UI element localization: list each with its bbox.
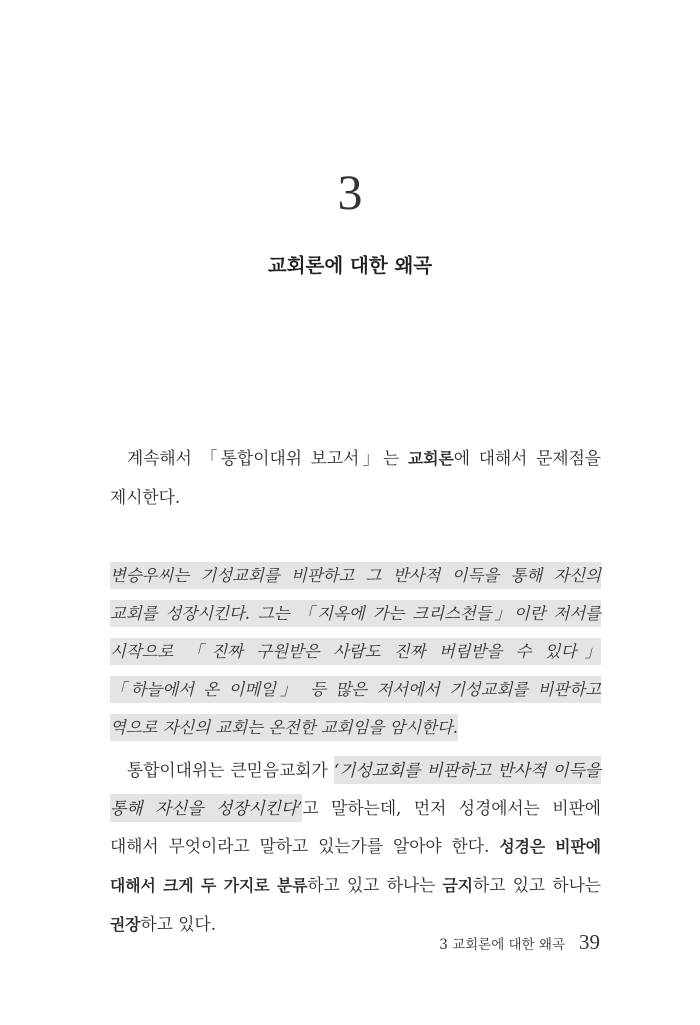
paragraph-text: 통합이대위는 큰믿음교회가 [127,760,334,780]
highlighted-quote-text [110,562,601,741]
paragraph-text: 에 대해서 문제점을 제시한다. [110,448,601,507]
bold-term: 권장 [110,915,141,934]
page-number: 39 [579,930,600,954]
paragraph-text: 하고 있다. [140,914,217,934]
paragraph-text: 하고 있고 하나는 [473,875,601,895]
bold-phrase: 성경은 비판에 대해서 크게 두 가지로 분류 [110,837,601,895]
body-paragraph-1 [110,439,601,516]
page-footer [439,930,600,955]
chapter-title: 교회론에 대한 왜곡 [267,254,433,277]
paragraph-text: 고 말하는데, 먼저 성경에서는 비판에 대해서 무엇이라고 말하고 있는가를 알아야 한다. [110,798,601,856]
running-title: 3 교회론에 대한 왜곡 [439,937,565,953]
bold-term: 교회론 [407,449,454,468]
body-paragraph-2 [110,751,601,944]
quote-text: 변승우씨는 기성교회를 비판하고 그 반사적 이득을 통해 자신의 교회를 성장시킨다. 그는 「지옥에 가는 크리스천들」이란 저서를 시작으로 「진짜 구원받은 사람도 진짜 버림받을 수 있다」 「하늘에서 온 이메일」 등 많은 저서에서 기성교회를 비판하고 역으로 자신의 교회는 온전한 교회임을 암시한다. [110,566,601,737]
paragraph-text: 계속해서 「통합이대위 보고서」는 [127,448,408,468]
bold-term: 금지 [442,876,474,895]
paragraph-text: 하고 있고 하나는 [307,875,443,895]
quoted-passage [110,557,601,747]
chapter-number: 3 [337,164,363,220]
highlighted-inline-quote: ‘기성교회를 비판하고 반사적 이득을 통해 자신을 성장시킨다’ [110,756,601,822]
